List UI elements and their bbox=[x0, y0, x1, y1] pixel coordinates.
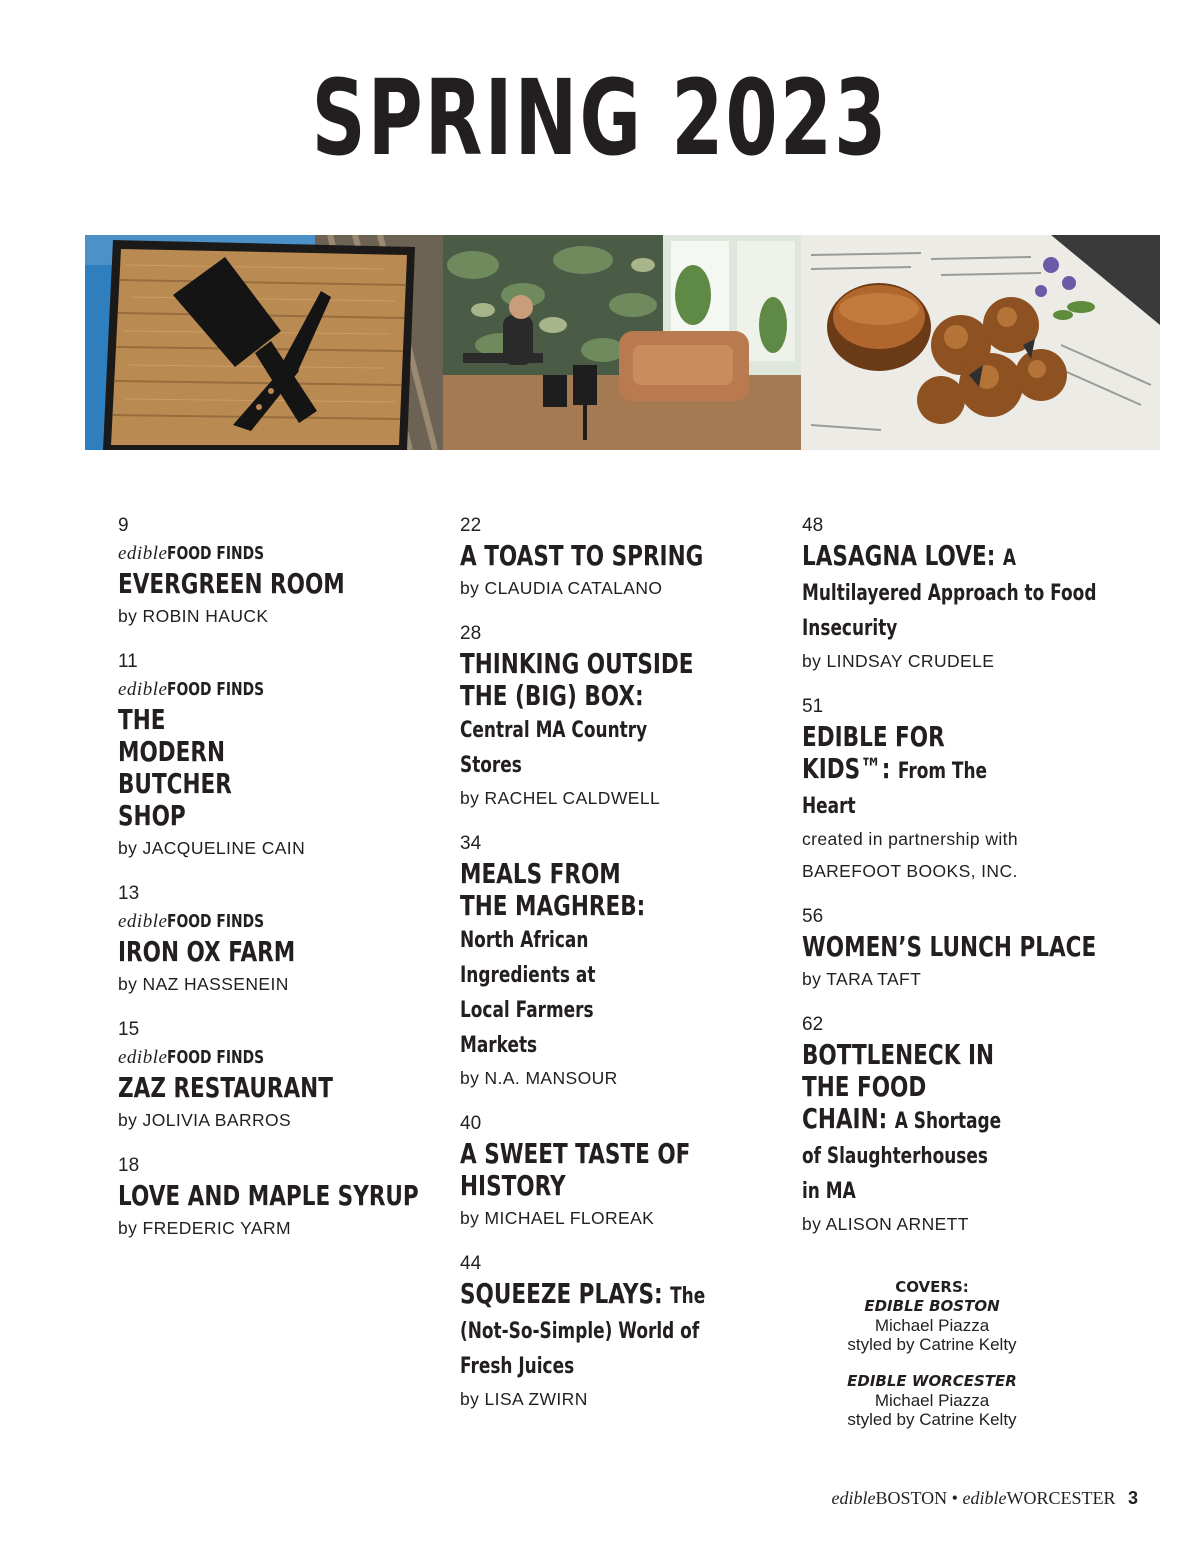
tag-food-finds: FOOD FINDS bbox=[167, 1047, 265, 1068]
byline: by FREDERIC YARM bbox=[118, 1218, 292, 1238]
footer-page-number: 3 bbox=[1127, 1488, 1138, 1508]
contents-entry[interactable] bbox=[460, 1110, 790, 1234]
article-title: A TOAST TO SPRING bbox=[460, 539, 704, 572]
article-title: ZAZ RESTAURANT bbox=[118, 1071, 333, 1104]
article-title: THINKING OUTSIDE THE (BIG) BOX: bbox=[460, 647, 694, 712]
page-number: 56 bbox=[802, 906, 824, 927]
page-number: 44 bbox=[460, 1253, 482, 1274]
byline-partner: BAREFOOT BOOKS, INC. bbox=[802, 861, 1018, 881]
article-subtitle: A Multilayered Approach to Food Insecurity bbox=[802, 546, 1097, 641]
article-title: THE MODERN BUTCHER SHOP bbox=[118, 703, 232, 832]
article-title: LASAGNA LOVE: bbox=[802, 539, 996, 572]
contents-entry[interactable] bbox=[460, 512, 790, 604]
byline: created in partnership with bbox=[802, 829, 1019, 849]
covers-credits bbox=[822, 1278, 1042, 1429]
cafe-interior-photo bbox=[443, 235, 801, 450]
contents-entry[interactable] bbox=[802, 512, 1102, 677]
tag-food-finds: FOOD FINDS bbox=[167, 543, 265, 564]
article-title-group bbox=[460, 648, 709, 782]
cleaver-knife-sign-photo bbox=[85, 235, 443, 450]
contents-entry[interactable] bbox=[802, 1011, 1102, 1240]
cover-publication: EDIBLE WORCESTER bbox=[847, 1372, 1017, 1390]
article-title-group bbox=[802, 1039, 1010, 1208]
tag-edible: edible bbox=[118, 1047, 168, 1068]
contents-entry[interactable] bbox=[118, 1016, 448, 1136]
cover-photographer: Michael Piazza bbox=[874, 1391, 990, 1410]
page-number: 9 bbox=[118, 515, 129, 536]
article-subtitle: The (Not-So-Simple) World of Fresh Juices bbox=[460, 1284, 706, 1379]
footer-edible: edible bbox=[962, 1488, 1007, 1508]
fried-food-basket-photo bbox=[801, 235, 1160, 450]
byline: by N.A. MANSOUR bbox=[460, 1068, 618, 1088]
page-number: 13 bbox=[118, 883, 140, 904]
contents-entry[interactable] bbox=[460, 1250, 790, 1415]
article-title: A SWEET TASTE OF HISTORY bbox=[460, 1137, 691, 1202]
article-title-group bbox=[802, 540, 1102, 645]
contents-entry[interactable] bbox=[460, 830, 790, 1094]
footer-publication: WORCESTER bbox=[1006, 1488, 1116, 1508]
byline: by ROBIN HAUCK bbox=[118, 606, 269, 626]
article-title-group bbox=[460, 858, 651, 1062]
page-number: 11 bbox=[118, 651, 138, 672]
article-title: BOTTLENECK IN THE FOOD CHAIN: bbox=[802, 1038, 995, 1135]
page-number: 51 bbox=[802, 696, 824, 717]
article-title-group bbox=[802, 721, 1028, 823]
page-number: 22 bbox=[460, 515, 482, 536]
tag-edible: edible bbox=[118, 543, 168, 564]
contents-entry[interactable] bbox=[118, 648, 448, 864]
footer-edible: edible bbox=[831, 1488, 876, 1508]
contents-entry[interactable] bbox=[802, 903, 1102, 995]
page-footer bbox=[832, 1488, 1139, 1509]
contents-column-2 bbox=[460, 512, 790, 1431]
page-number: 62 bbox=[802, 1014, 824, 1035]
covers-label: COVERS: bbox=[895, 1278, 969, 1296]
byline: by RACHEL CALDWELL bbox=[460, 788, 661, 808]
footer-publication: BOSTON bbox=[875, 1488, 948, 1508]
byline: by CLAUDIA CATALANO bbox=[460, 578, 663, 598]
tag-edible: edible bbox=[118, 679, 168, 700]
section-tag bbox=[118, 908, 448, 936]
byline: by NAZ HASSENEIN bbox=[118, 974, 289, 994]
cover-stylist: styled by Catrine Kelty bbox=[847, 1335, 1017, 1354]
article-title: EVERGREEN ROOM bbox=[118, 567, 345, 600]
article-title: EDIBLE FOR KIDS™: bbox=[802, 720, 945, 785]
section-tag bbox=[118, 1044, 448, 1072]
cover-publication: EDIBLE BOSTON bbox=[864, 1297, 1000, 1315]
article-title-group bbox=[460, 1278, 709, 1383]
tag-food-finds: FOOD FINDS bbox=[167, 911, 265, 932]
article-subtitle: North African Ingredients at Local Farmers Markets bbox=[460, 928, 596, 1058]
photo-strip bbox=[85, 235, 1160, 450]
byline: by ALISON ARNETT bbox=[802, 1214, 969, 1234]
page-title: SPRING 2023 bbox=[311, 57, 889, 179]
page-number: 28 bbox=[460, 623, 482, 644]
page-number: 48 bbox=[802, 515, 824, 536]
footer-separator: • bbox=[951, 1488, 958, 1508]
contents-column-3 bbox=[802, 512, 1102, 1256]
contents-entry[interactable] bbox=[460, 620, 790, 814]
article-title: MEALS FROM THE MAGHREB: bbox=[460, 857, 646, 922]
page-number: 34 bbox=[460, 833, 482, 854]
article-title: WOMEN’S LUNCH PLACE bbox=[802, 930, 1097, 963]
byline: by JACQUELINE CAIN bbox=[118, 838, 306, 858]
article-subtitle: From The Heart bbox=[802, 759, 987, 819]
contents-entry[interactable] bbox=[118, 880, 448, 1000]
cover-photographer: Michael Piazza bbox=[874, 1316, 990, 1335]
tag-edible: edible bbox=[118, 911, 168, 932]
section-tag bbox=[118, 676, 448, 704]
contents-column-1 bbox=[118, 512, 448, 1260]
article-title: IRON OX FARM bbox=[118, 935, 296, 968]
byline: by TARA TAFT bbox=[802, 969, 922, 989]
byline: by MICHAEL FLOREAK bbox=[460, 1208, 655, 1228]
contents-entry[interactable] bbox=[802, 693, 1102, 887]
page-number: 18 bbox=[118, 1155, 140, 1176]
article-subtitle: Central MA Country Stores bbox=[460, 718, 648, 778]
article-title: SQUEEZE PLAYS: bbox=[460, 1277, 663, 1310]
article-subtitle: A Shortage of Slaughterhouses in MA bbox=[802, 1109, 1002, 1204]
contents-entry[interactable] bbox=[118, 512, 448, 632]
cover-stylist: styled by Catrine Kelty bbox=[847, 1410, 1017, 1429]
byline: by LISA ZWIRN bbox=[460, 1389, 588, 1409]
byline: by JOLIVIA BARROS bbox=[118, 1110, 292, 1130]
page-number: 40 bbox=[460, 1113, 482, 1134]
article-title: LOVE AND MAPLE SYRUP bbox=[118, 1179, 419, 1212]
byline: by LINDSAY CRUDELE bbox=[802, 651, 995, 671]
page-number: 15 bbox=[118, 1019, 140, 1040]
tag-food-finds: FOOD FINDS bbox=[167, 679, 265, 700]
section-tag bbox=[118, 540, 448, 568]
contents-entry[interactable] bbox=[118, 1152, 448, 1244]
